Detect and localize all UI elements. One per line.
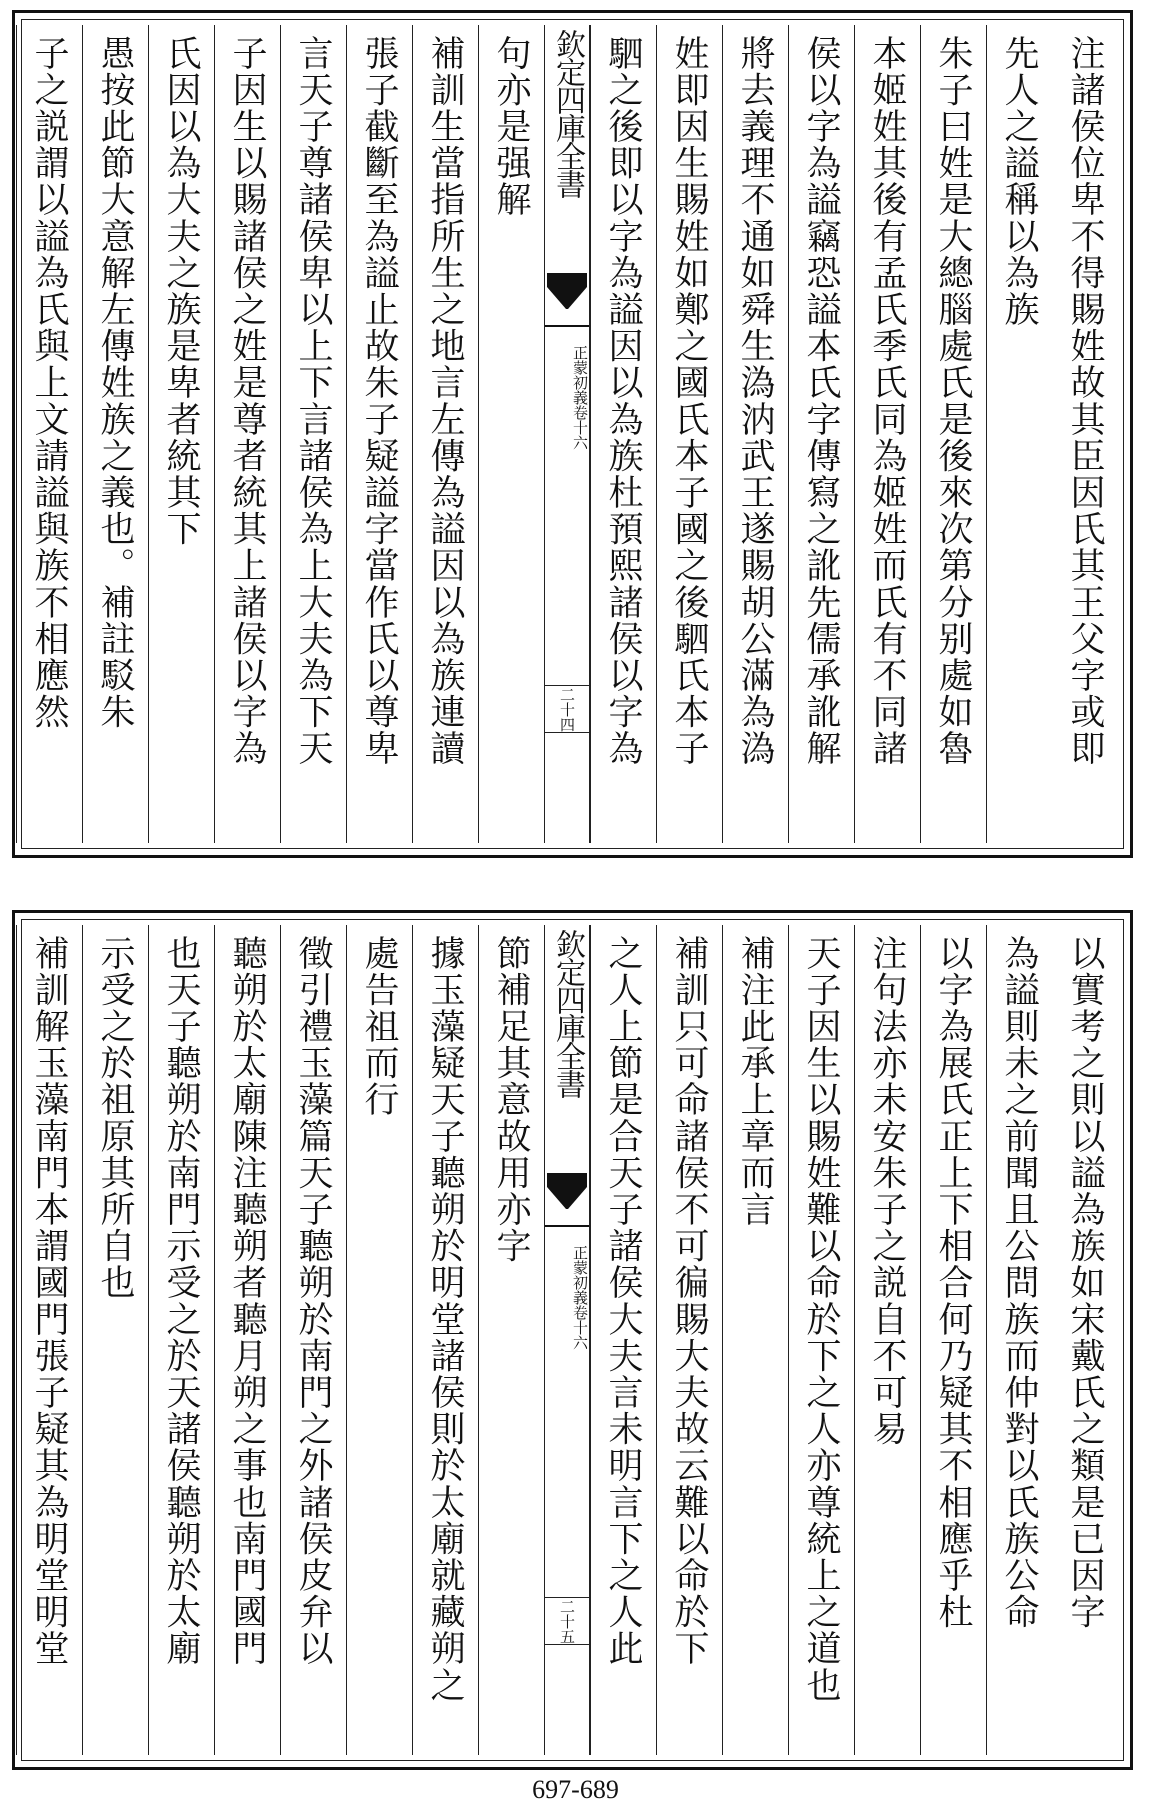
bottom-text-column (986, 925, 1052, 1755)
top-text-column (854, 25, 920, 843)
bottom-text-column (656, 925, 722, 1755)
top-text-column (82, 25, 148, 843)
top-column-text: 愚按此節大意解左傳姓族之義也。補註駁朱 (95, 35, 135, 731)
top-column-text: 子因生以賜諸侯之姓是尊者統其上諸侯以字為 (227, 35, 267, 767)
bottom-column-text: 徵引禮玉藻篇天子聽朔於南門之外諸侯皮弁以 (293, 935, 333, 1667)
top-column-text: 言天子尊諸侯卑以上下言諸侯為上大夫為下天 (293, 35, 333, 767)
bottom-center-fold-strip (544, 925, 590, 1755)
bottom-collection-title: 欽定四庫全書 (550, 929, 585, 1097)
top-text-column (16, 25, 82, 843)
top-text-column (148, 25, 214, 843)
bottom-book-title: 正蒙初義 (571, 1245, 589, 1305)
bottom-column-text: 之人上節是合天子諸侯大夫言未明言下之人此 (603, 935, 643, 1667)
bottom-text-column (1052, 925, 1118, 1755)
bottom-book-and-volume (545, 1245, 589, 1350)
bottom-volume: 卷十六 (571, 1305, 589, 1350)
top-column-text: 姓即因生賜姓如鄭之國氏本子國之後駟氏本子 (669, 35, 709, 767)
top-text-column (722, 25, 788, 843)
top-column-text: 氏因以為大夫之族是卑者統其下 (161, 35, 201, 548)
top-fish-tail-mark (547, 273, 587, 315)
top-text-column (986, 25, 1052, 843)
bottom-column-text: 據玉藻疑天子聽朔於明堂諸侯則於太廟就藏朔之 (425, 935, 465, 1704)
top-text-column (412, 25, 478, 843)
bottom-text-column (722, 925, 788, 1755)
bottom-text-column (854, 925, 920, 1755)
bottom-text-column (280, 925, 346, 1755)
top-book-and-volume (545, 345, 589, 450)
top-column-text: 將去義理不通如舜生溈汭武王遂賜胡公滿為溈 (735, 35, 775, 767)
bottom-text-column (478, 925, 544, 1755)
bottom-text-column (82, 925, 148, 1755)
top-text-column (788, 25, 854, 843)
top-column-text: 侯以字為謚竊恐謚本氏字傳寫之訛先儒承訛解 (801, 35, 841, 767)
bottom-column-text: 以字為展氏正上下相合何乃疑其不相應乎杜 (933, 935, 973, 1631)
top-text-column (656, 25, 722, 843)
top-column-text: 先人之謚稱以為族 (999, 35, 1039, 328)
top-text-column (478, 25, 544, 843)
bottom-text-column (346, 925, 412, 1755)
top-volume: 卷十六 (571, 405, 589, 450)
top-page-panel (12, 10, 1133, 858)
top-column-text: 本姬姓其後有孟氏季氏同為姬姓而氏有不同諸 (867, 35, 907, 767)
bottom-text-column (214, 925, 280, 1755)
top-text-column (346, 25, 412, 843)
top-collection-title: 欽定四庫全書 (550, 29, 585, 197)
bottom-text-column (148, 925, 214, 1755)
top-fold-rule (545, 325, 589, 339)
top-text-column (1052, 25, 1118, 843)
top-leaf-number: 二十四 (545, 685, 589, 733)
bottom-fish-tail-mark (547, 1173, 587, 1215)
bottom-column-text: 補訓只可命諸侯不可徧賜大夫故云難以命於下 (669, 935, 709, 1667)
top-column-text: 補訓生當指所生之地言左傳為謚因以為族連讀 (425, 35, 465, 767)
top-column-text: 子之説謂以謚為氏與上文請謚與族不相應然 (29, 35, 69, 731)
top-column-text: 張子截斷至為謚止故朱子疑謚字當作氏以尊卑 (359, 35, 399, 767)
top-column-text: 駟之後即以字為謚因以為族杜預熙諸侯以字為 (603, 35, 643, 767)
bottom-column-text: 也天子聽朔於南門示受之於天諸侯聽朔於太廟 (161, 935, 201, 1667)
bottom-text-column (590, 925, 656, 1755)
top-column-text: 朱子曰姓是大總腦處氏是後來次第分别處如魯 (933, 35, 973, 767)
bottom-column-text: 聽朔於太廟陳注聽朔者聽月朔之事也南門國門 (227, 935, 267, 1667)
top-column-text: 句亦是强解 (491, 35, 531, 218)
bottom-column-text: 補注此承上章而言 (735, 935, 775, 1228)
bottom-column-text: 天子因生以賜姓難以命於下之人亦尊統上之道也 (801, 935, 841, 1704)
bottom-column-text: 節補足其意故用亦字 (491, 935, 531, 1265)
bottom-text-column (920, 925, 986, 1755)
bottom-text-column (16, 925, 82, 1755)
bottom-column-text: 以實考之則以謚為族如宋戴氏之類是已因字 (1065, 935, 1105, 1631)
bottom-fold-rule (545, 1225, 589, 1239)
top-text-column (280, 25, 346, 843)
bottom-column-text: 補訓解玉藻南門本謂國門張子疑其為明堂明堂 (29, 935, 69, 1667)
bottom-text-column (412, 925, 478, 1755)
bottom-text-column (788, 925, 854, 1755)
top-text-column (920, 25, 986, 843)
bottom-column-text: 注句法亦未安朱子之説自不可易 (867, 935, 907, 1448)
top-text-column (590, 25, 656, 843)
top-text-column (214, 25, 280, 843)
bottom-column-text: 為謚則未之前聞且公問族而仲對以氏族公命 (999, 935, 1039, 1631)
bottom-column-text: 示受之於祖原其所自也 (95, 935, 135, 1301)
bottom-column-text: 處告祖而行 (359, 935, 399, 1118)
footer-page-code: 697-689 (532, 1775, 619, 1804)
top-column-text: 注諸侯位卑不得賜姓故其臣因氏其王父字或即 (1065, 35, 1105, 767)
top-center-fold-strip (544, 25, 590, 843)
top-book-title: 正蒙初義 (571, 345, 589, 405)
bottom-page-panel (12, 910, 1133, 1770)
bottom-leaf-number: 二十五 (545, 1597, 589, 1645)
